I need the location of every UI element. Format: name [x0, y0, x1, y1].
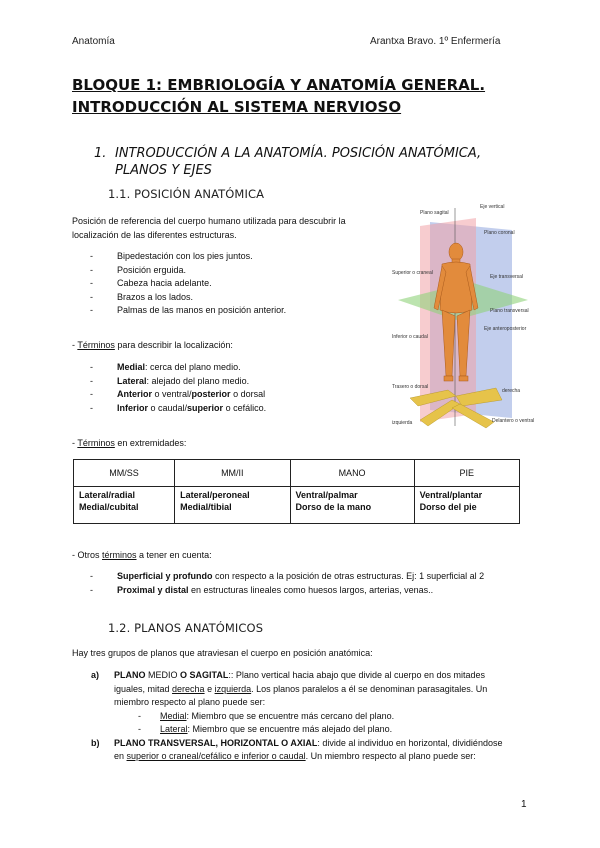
list-item: - Lateral: Miembro que se encuentre más alejado del plano. — [138, 723, 531, 737]
list-item: - Brazos a los lados. — [90, 291, 380, 305]
label-eje-transversal: Eje transversal — [490, 274, 524, 280]
label-plano-transversal: Plano transversal — [490, 308, 529, 314]
label-delantero: Delantero o ventral — [492, 418, 535, 424]
table-cell: Lateral/peroneal Medial/tibial — [175, 487, 290, 524]
intro-line-2: localización de las diferentes estructuras. — [72, 229, 237, 240]
extremities-table — [73, 459, 520, 524]
table-cell: Lateral/radial Medial/cubital — [74, 487, 175, 524]
list-item: - Posición erguida. — [90, 264, 380, 278]
list-item: - Superficial y profundo con respecto a la posición de otras estructuras. Ej: 1 superficial al 2 — [90, 570, 530, 584]
subsection-1-2-title: 1.2. PLANOS ANATÓMICOS — [108, 621, 264, 635]
anatomical-planes-figure — [390, 200, 535, 430]
intro-line-1: Posición de referencia del cuerpo humano utilizada para descubrir la — [72, 216, 346, 226]
title-line-2: INTRODUCCIÓN AL SISTEMA NERVIOSO — [72, 98, 402, 116]
title-line-1: BLOQUE 1: EMBRIOLOGÍA Y ANATOMÍA GENERAL. — [72, 76, 486, 94]
page-title — [72, 74, 542, 118]
subsection-1-1-title: 1.1. POSICIÓN ANATÓMICA — [108, 187, 265, 201]
list-item: - Proximal y distal en estructuras lineales como huesos largos, arterias, venas.. — [90, 584, 530, 598]
table-cell: Ventral/plantar Dorso del pie — [414, 487, 519, 524]
section-1-line-1: INTRODUCCIÓN A LA ANATOMÍA. POSICIÓN ANATÓMICA, — [115, 146, 482, 161]
list-item: - Bipedestación con los pies juntos. — [90, 250, 380, 264]
list-item: - Medial: Miembro que se encuentre más cercano del plano. — [138, 710, 531, 724]
list-item: - Cabeza hacia adelante. — [90, 277, 380, 291]
table-cell: Ventral/palmar Dorso de la mano — [290, 487, 414, 524]
table-header-cell: MM/SS — [74, 460, 175, 487]
location-terms-list — [90, 361, 380, 415]
label-superior: Superior o craneal — [392, 270, 433, 276]
page-number: 1 — [521, 799, 527, 810]
list-item: - Inferior o caudal/superior o cefálico. — [90, 402, 380, 416]
section-1-heading — [94, 145, 564, 179]
header-right: Arantxa Bravo. 1º Enfermería — [370, 36, 501, 47]
terms-underlined: Términos — [77, 340, 115, 350]
list-item-plano-transversal: b) PLANO TRANSVERSAL, HORIZONTAL O AXIAL: divide al individuo en horizontal, dividiéndose en superior o craneal/cefálico e inferior o caudal. Un miembro respecto al plano puede ser: — [91, 737, 503, 761]
label-derecha: derecha — [502, 388, 521, 394]
list-item: - Medial: cerca del plano medio. — [90, 361, 380, 375]
position-intro — [72, 215, 392, 242]
section-number: 1. — [94, 146, 107, 161]
extremities-heading: - Términos en extremidades: — [72, 438, 187, 448]
table-row — [74, 487, 520, 524]
position-list — [90, 250, 380, 318]
label-coronal: Plano coronal — [484, 230, 515, 236]
section-1-line-2: PLANOS Y EJES — [115, 163, 212, 178]
other-terms-list — [90, 570, 530, 597]
list-item: - Palmas de las manos en posición anterior. — [90, 304, 380, 318]
table-header-cell: PIE — [414, 460, 519, 487]
label-eje-anteroposterior: Eje anteroposterior — [484, 326, 527, 332]
table-header-row — [74, 460, 520, 487]
label-inferior: Inferior o caudal — [392, 334, 428, 340]
table-header-cell: MANO — [290, 460, 414, 487]
header-left: Anatomía — [72, 36, 115, 47]
label-sagital: Plano sagital — [420, 210, 449, 216]
planes-list — [91, 669, 531, 764]
other-terms-heading: - Otros términos a tener en cuenta: — [72, 550, 212, 560]
label-trasero: Trasero o dorsal — [392, 384, 429, 390]
location-terms-heading: - Términos para describir la localización: — [72, 340, 233, 350]
label-izquierda: izquierda — [392, 420, 413, 426]
sagital-sublist — [138, 710, 531, 737]
list-item: - Anterior o ventral/posterior o dorsal — [90, 388, 380, 402]
planes-intro: Hay tres grupos de planos que atraviesan el cuerpo en posición anatómica: — [72, 648, 373, 658]
table-header-cell: MM/II — [175, 460, 290, 487]
list-item: - Lateral: alejado del plano medio. — [90, 375, 380, 389]
label-vertical: Eje vertical — [480, 204, 505, 210]
list-item-plano-sagital: a) PLANO MEDIO O SAGITAL:: Plano vertical hacia abajo que divide al cuerpo en dos mitades iguales, mitad derecha e izquierda. Los planos paralelos a él se denominan parasagitales. Un miembro respecto al plano puede ser: - Medial: Miembro que se encuentre más cercano del plano. - Lateral: Miembro que se encuentre más alejado del plano. — [91, 669, 531, 737]
